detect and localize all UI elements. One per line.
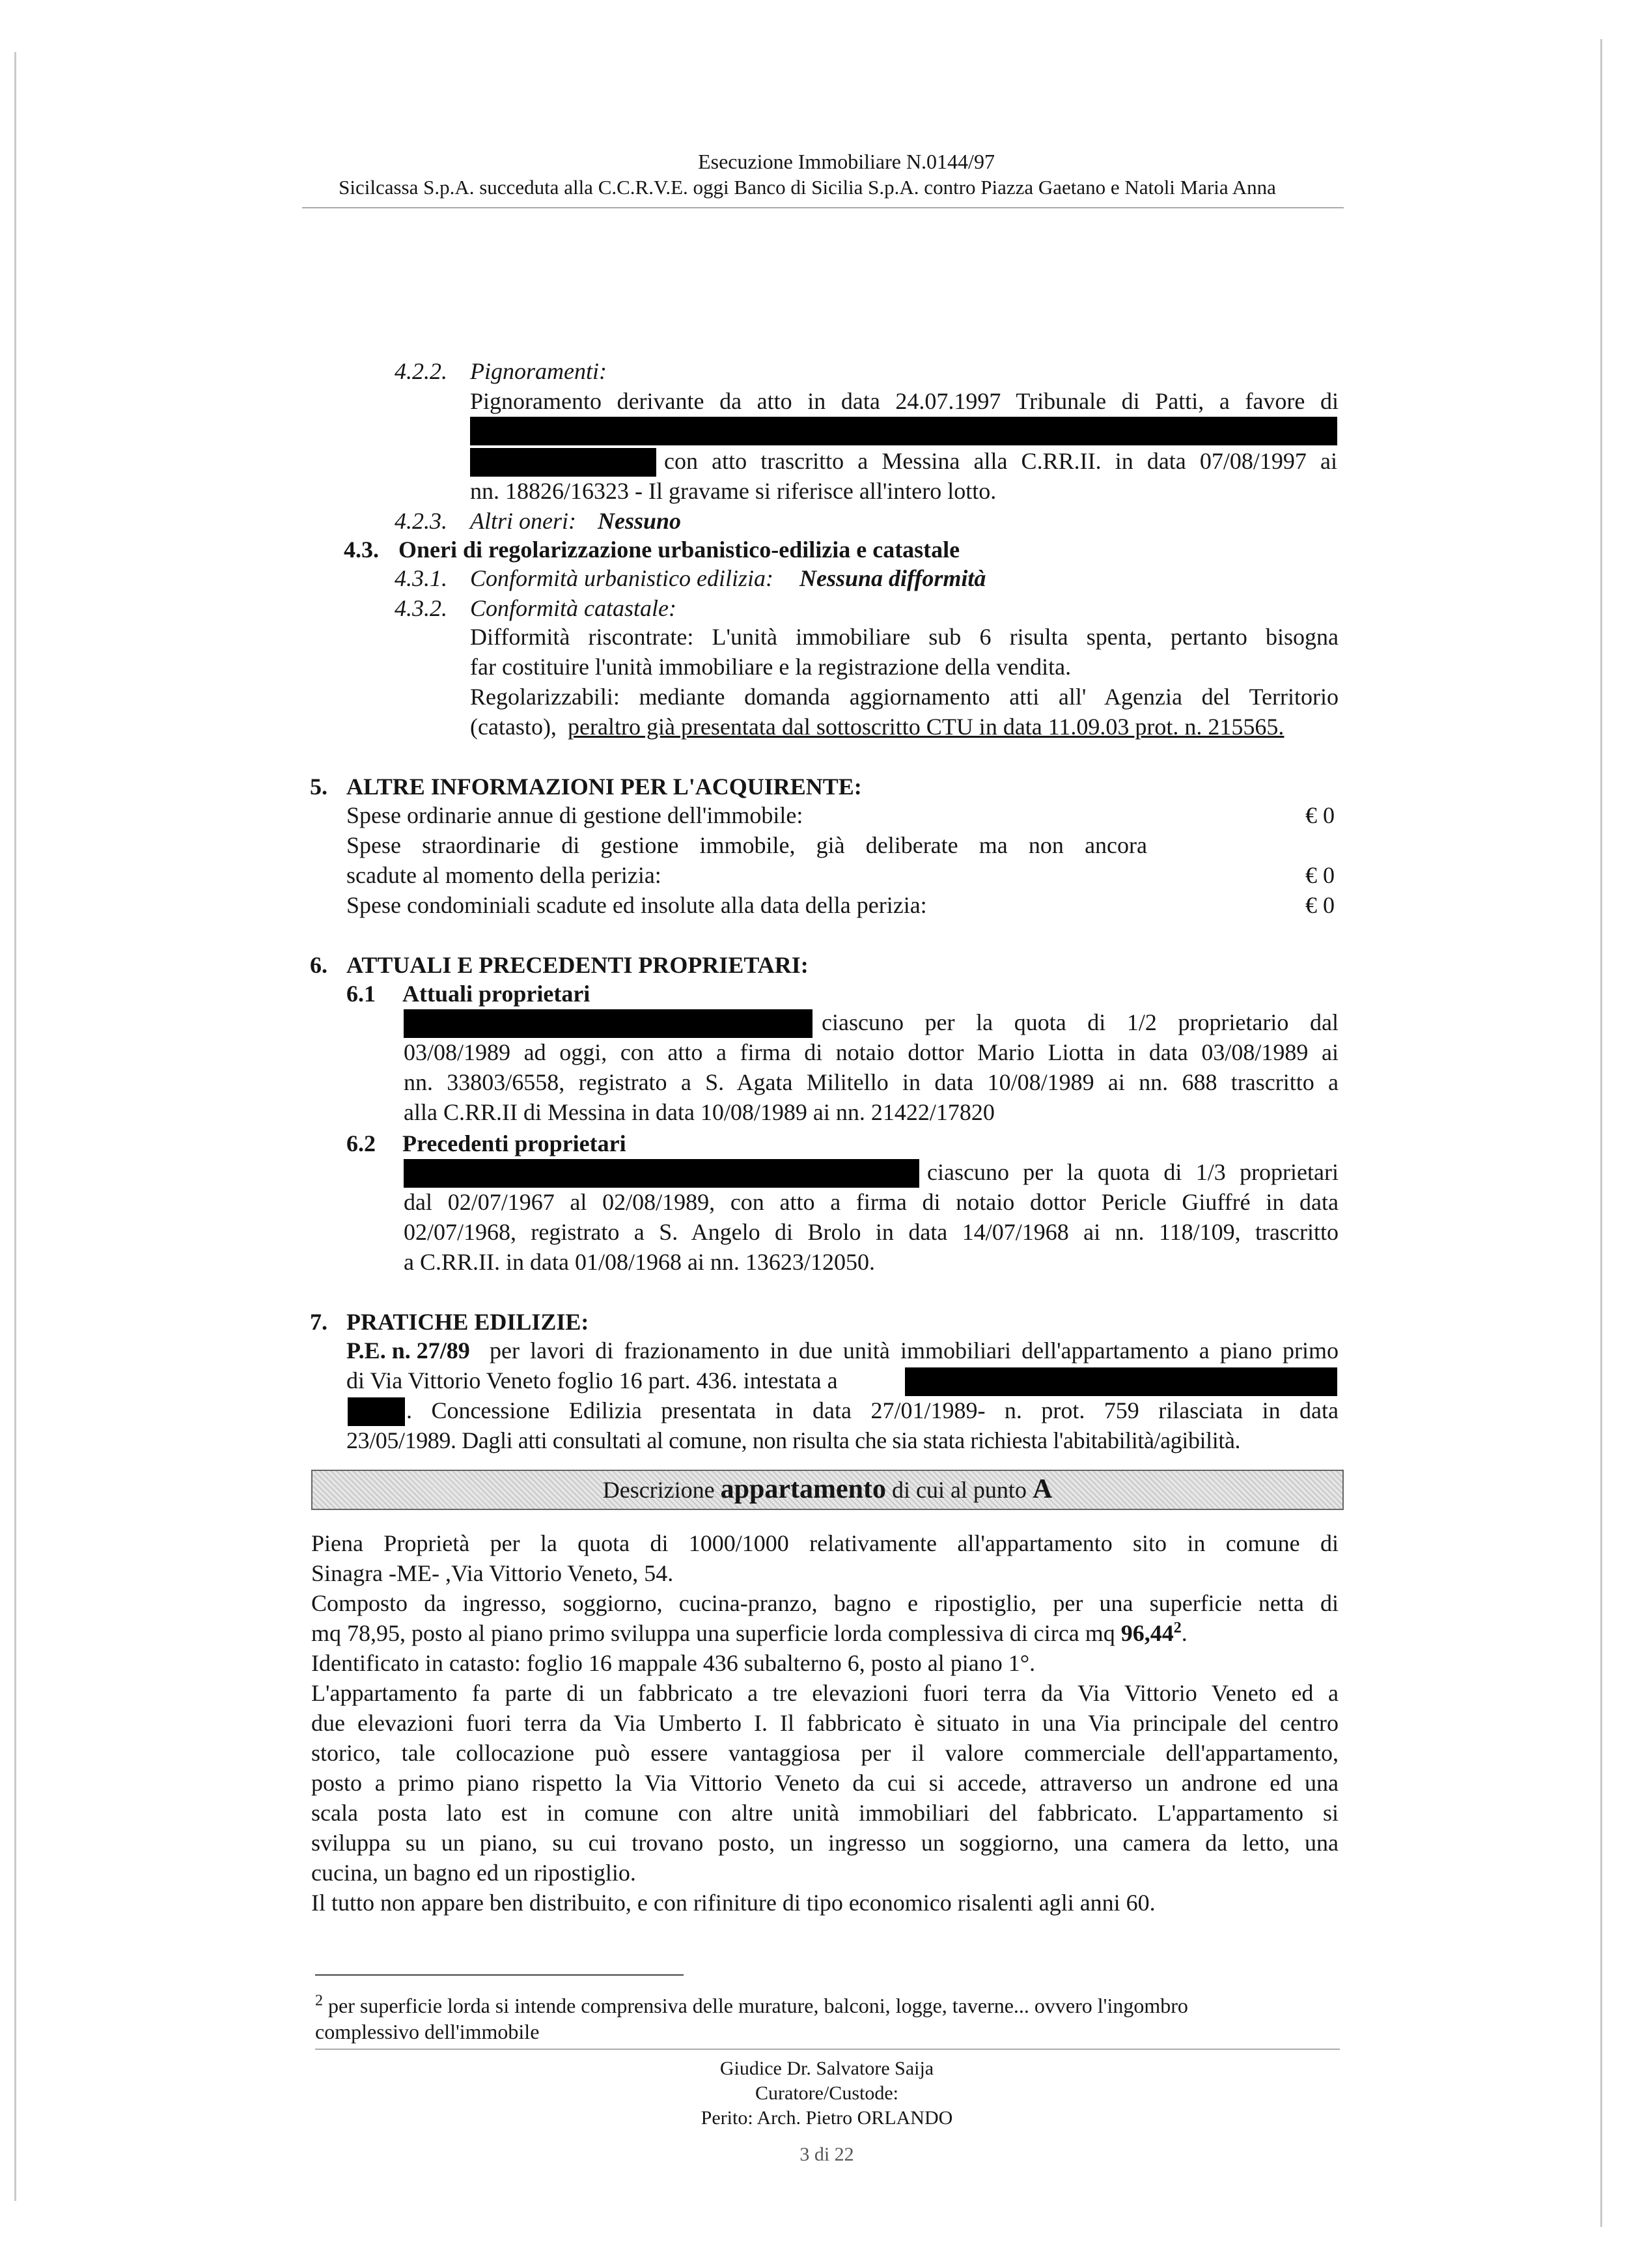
desc-line-8: storico, tale collocazione può essere vantaggiosa per il valore commerciale dell'appartamento, [311, 1740, 1339, 1766]
section-7-title: PRATICHE EDILIZIE: [346, 1309, 589, 1335]
spese-ordinarie-value: € 0 [1305, 802, 1335, 828]
footer-curatore: Curatore/Custode: [755, 2082, 898, 2104]
section-4-3-1-title: Conformità urbanistico edilizia: [470, 565, 774, 591]
section-4-3-title: Oneri di regolarizzazione urbanistico-edilizia e catastale [398, 537, 960, 563]
precedenti-line-4: a C.RR.II. in data 01/08/1968 ai nn. 13623/12050. [404, 1249, 875, 1275]
section-6-1-number: 6.1 [346, 981, 376, 1007]
attuali-line-1: ciascuno per la quota di 1/2 proprietario dal [822, 1009, 1339, 1035]
attuali-line-4: alla C.RR.II di Messina in data 10/08/1989 ai nn. 21422/17820 [404, 1099, 995, 1125]
spese-straordinarie-label-1: Spese straordinarie di gestione immobile, già deliberate ma non ancora [346, 832, 1147, 858]
catastale-line-2: far costituire l'unità immobiliare e la registrazione della vendita. [470, 654, 1072, 680]
desc-line-11: sviluppa su un piano, su cui trovano posto, un ingresso un soggiorno, una camera da letto, una [311, 1830, 1339, 1856]
pratica-line-2: di Via Vittorio Veneto foglio 16 part. 436. intestata a [346, 1367, 838, 1393]
pratica-line-4: 23/05/1989. Dagli atti consultati al comune, non risulta che sia stata richiesta l'abitabilità/agibilità. [346, 1427, 1241, 1453]
footnote-line-1: per superficie lorda si intende comprensiva delle murature, balconi, logge, taverne... ovvero l'ingombro [328, 1994, 1188, 2017]
pignoramento-line-2: con atto trascritto a Messina alla C.RR.II. in data 07/08/1997 ai [664, 448, 1337, 474]
spese-straordinarie-label-2: scadute al momento della perizia: [346, 862, 661, 888]
header-title: Esecuzione Immobiliare N.0144/97 [698, 150, 995, 173]
precedenti-line-3: 02/07/1968, registrato a S. Angelo di Brolo in data 14/07/1968 ai nn. 118/109, trascritto [404, 1219, 1339, 1245]
catastale-line-1: Difformità riscontrate: L'unità immobiliare sub 6 risulta spenta, pertanto bisogna [470, 624, 1339, 650]
section-4-2-2-title: Pignoramenti: [470, 358, 607, 384]
redaction-bar [470, 417, 1337, 445]
section-4-2-3-value: Nessuno [598, 508, 682, 534]
desc-line-6: L'appartamento fa parte di un fabbricato a tre elevazioni fuori terra da Via Vittorio Veneto ed a [311, 1680, 1339, 1706]
attuali-line-2: 03/08/1989 ad oggi, con atto a firma di notaio dottor Mario Liotta in data 03/08/1989 ai [404, 1039, 1339, 1065]
desc-line-4 [311, 1619, 1188, 1647]
catastale-line-3: Regolarizzabili: mediante domanda aggiornamento atti all' Agenzia del Territorio [470, 684, 1339, 710]
header-rule [302, 207, 1344, 208]
footer-giudice: Giudice Dr. Salvatore Saija [719, 2058, 934, 2079]
redaction-bar [404, 1159, 919, 1188]
redaction-bar [348, 1397, 405, 1426]
redaction-bar [905, 1367, 1337, 1396]
spese-ordinarie-label: Spese ordinarie annue di gestione dell'immobile: [346, 802, 803, 828]
attuali-line-3: nn. 33803/6558, registrato a S. Agata Militello in data 10/08/1989 ai nn. 688 trascritto a [404, 1069, 1339, 1095]
pratica-line-3: . Concessione Edilizia presentata in data 27/01/1989- n. prot. 759 rilasciata in data [406, 1397, 1339, 1423]
section-6-2-number: 6.2 [346, 1130, 376, 1156]
footer-rule [315, 2049, 1340, 2050]
precedenti-line-2: dal 02/07/1967 al 02/08/1989, con atto a firma di notaio dottor Pericle Giuffré in data [404, 1189, 1339, 1215]
section-7-number: 7. [310, 1309, 327, 1335]
footnote-ref: 2 [1173, 1619, 1182, 1636]
desc-line-4-end: . [1181, 1620, 1188, 1646]
desc-line-13: Il tutto non appare ben distribuito, e con rifiniture di tipo economico risalenti agli anni 60. [311, 1890, 1156, 1916]
banner-post: di cui al punto [891, 1477, 1027, 1503]
desc-line-9: posto a primo piano rispetto la Via Vittorio Veneto da cui si accede, attraverso un androne ed una [311, 1770, 1339, 1796]
catastale-line-4a: (catasto), [470, 714, 557, 740]
footnote [315, 1993, 1188, 2019]
pignoramento-line-1: Pignoramento derivante da atto in data 24.07.1997 Tribunale di Patti, a favore di [470, 388, 1339, 414]
desc-line-12: cucina, un bagno ed un ripostiglio. [311, 1860, 636, 1886]
section-banner [311, 1470, 1344, 1510]
section-4-2-3-number: 4.2.3. [395, 508, 447, 534]
footer-perito: Perito: Arch. Pietro ORLANDO [701, 2107, 953, 2129]
section-6-number: 6. [310, 952, 327, 978]
page-number: 3 di 22 [799, 2144, 854, 2165]
footnote-rule [315, 1974, 684, 1976]
footnote-line-2: complessivo dell'immobile [315, 2020, 540, 2043]
desc-line-1: Piena Proprietà per la quota di 1000/1000 relativamente all'appartamento sito in comune di [311, 1530, 1339, 1556]
pratica-number: P.E. n. 27/89 [346, 1337, 470, 1364]
banner-letter: A [1032, 1474, 1053, 1504]
section-4-2-2-number: 4.2.2. [395, 358, 447, 384]
footnote-mark: 2 [315, 1992, 323, 2009]
superficie-lorda-value: 96,44 [1120, 1620, 1174, 1646]
banner-main: appartamento [720, 1474, 886, 1504]
section-4-3-2-number: 4.3.2. [395, 595, 447, 621]
scan-edge-left [14, 52, 16, 2201]
section-4-3-1-number: 4.3.1. [395, 565, 447, 591]
desc-line-10: scala posta lato est in comune con altre unità immobiliari del fabbricato. L'appartamento si [311, 1800, 1339, 1826]
section-4-3-1-value: Nessuna difformità [799, 565, 986, 591]
section-5-number: 5. [310, 774, 327, 800]
header-parties: Sicilcassa S.p.A. succeduta alla C.C.R.V.E. oggi Banco di Sicilia S.p.A. contro Piazza Gaetano e Natoli Maria Anna [339, 176, 1276, 199]
catastale-line-4b: peraltro già presentata dal sottoscritto CTU in data 11.09.03 prot. n. 215565. [568, 714, 1285, 740]
pratica-line-1: per lavori di frazionamento in due unità immobiliari dell'appartamento a piano primo [490, 1337, 1339, 1364]
spese-straordinarie-value: € 0 [1305, 862, 1335, 888]
desc-line-5: Identificato in catasto: foglio 16 mappale 436 subalterno 6, posto al piano 1°. [311, 1650, 1036, 1676]
section-6-2-title: Precedenti proprietari [402, 1130, 626, 1156]
redaction-bar [404, 1009, 812, 1038]
section-4-3-number: 4.3. [344, 537, 379, 563]
section-4-2-3-title: Altri oneri: [470, 508, 576, 534]
pignoramento-line-3: nn. 18826/16323 - Il gravame si riferisce all'intero lotto. [470, 478, 997, 504]
redaction-bar [470, 448, 656, 477]
banner-pre: Descrizione [602, 1477, 715, 1503]
desc-line-3: Composto da ingresso, soggiorno, cucina-pranzo, bagno e ripostiglio, per una superficie netta di [311, 1590, 1339, 1616]
desc-line-7: due elevazioni fuori terra da Via Umberto I. Il fabbricato è situato in una Via principale del centro [311, 1710, 1339, 1736]
banner-heading [312, 1475, 1342, 1504]
section-6-1-title: Attuali proprietari [402, 981, 590, 1007]
desc-line-4-text: mq 78,95, posto al piano primo sviluppa una superficie lorda complessiva di circa mq [311, 1620, 1115, 1646]
desc-line-2: Sinagra -ME- ,Via Vittorio Veneto, 54. [311, 1560, 674, 1586]
scan-edge-right [1600, 39, 1602, 2227]
spese-condominiali-value: € 0 [1305, 892, 1335, 918]
section-6-title: ATTUALI E PRECEDENTI PROPRIETARI: [346, 952, 809, 978]
section-5-title: ALTRE INFORMAZIONI PER L'ACQUIRENTE: [346, 774, 862, 800]
spese-condominiali-label: Spese condominiali scadute ed insolute alla data della perizia: [346, 892, 927, 918]
precedenti-line-1: ciascuno per la quota di 1/3 proprietari [927, 1159, 1339, 1185]
section-4-3-2-title: Conformità catastale: [470, 595, 676, 621]
